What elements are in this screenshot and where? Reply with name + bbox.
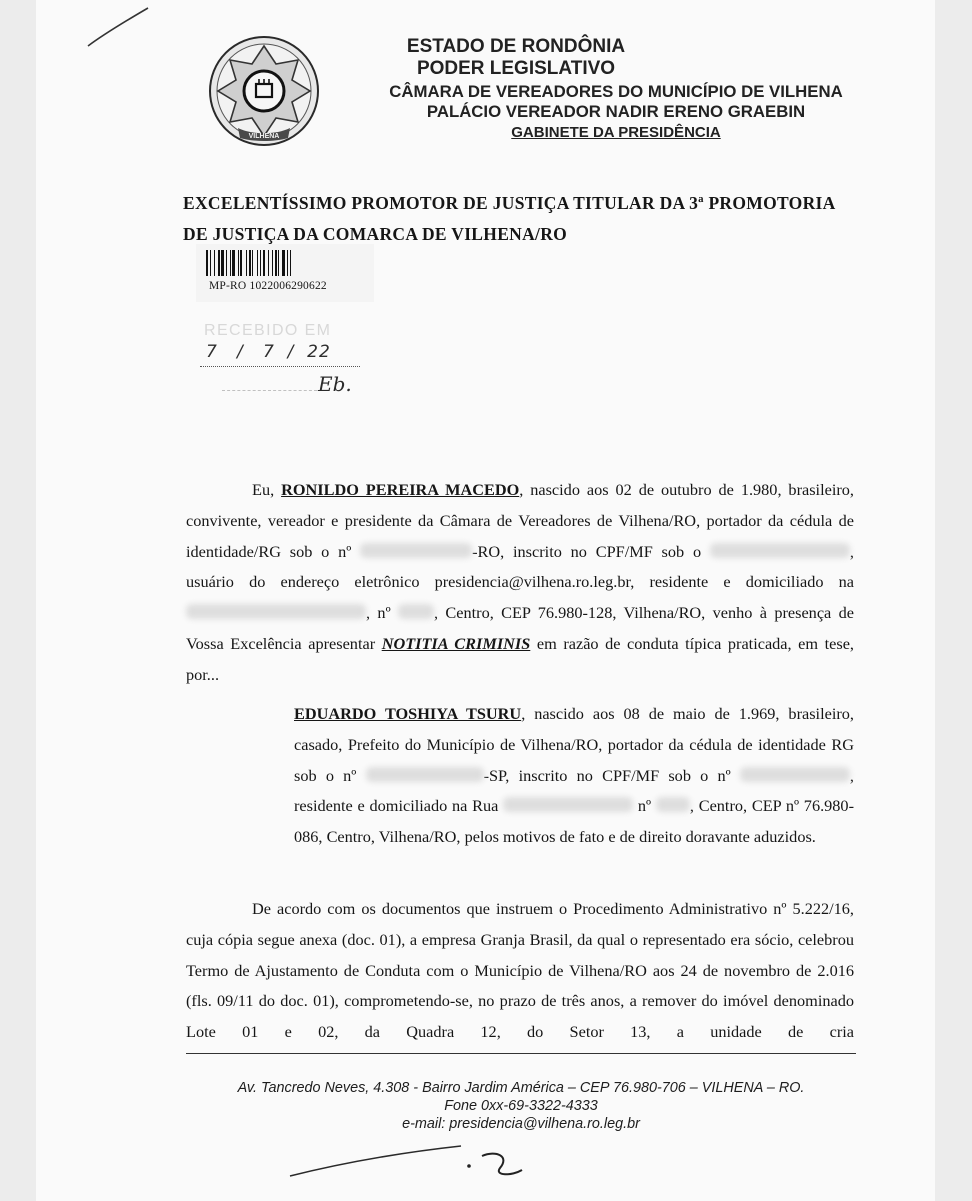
barcode-bar bbox=[282, 250, 285, 276]
header-power: PODER LEGISLATIVO bbox=[416, 58, 616, 79]
redacted-rg bbox=[360, 543, 472, 558]
redacted-accused-number bbox=[656, 797, 690, 812]
footer-phone: Fone 0xx-69-3322-4333 bbox=[444, 1098, 598, 1114]
stamp-initials: Eb. bbox=[318, 372, 352, 396]
p2-text-c: , residente e domiciliado na Rua bbox=[294, 765, 854, 816]
barcode-number: MP-RO 1022006290622 bbox=[209, 280, 327, 292]
received-day: 7 bbox=[206, 342, 218, 362]
p1-text-e: , Centro, CEP 76.980-128, Vilhena/RO, venho à presença de Vossa Excelência apresentar bbox=[186, 603, 854, 653]
barcode-bar bbox=[221, 250, 224, 276]
p3-text: De acordo com os documentos que instruem o Procedimento Administrativo nº 5.222/16, cuja cópia segue anexa (doc. 01), a empresa Granja Brasil, da qual o representado era sócio, celebrou Termo de Ajustamento de Conduta com o Município de Vilhena/RO aos 24 de novembro de 2.016 (fls. 09/11 do doc. 01), comprometendo-se, no prazo de três anos, a remover do imóvel denominado Lote 01 e 02, da Quadra 12, do Setor 13, a unidade de cria bbox=[186, 899, 854, 1042]
p1-text-d: , nº bbox=[366, 603, 398, 623]
p2-text-e: , Centro, CEP nº 76.980-086, Centro, Vilhena/RO, pelos motivos de fato e de direito doravante aduzidos. bbox=[294, 796, 854, 847]
received-label: RECEBIDO EM bbox=[204, 322, 332, 339]
barcode-bar bbox=[246, 250, 247, 276]
received-date: 7 / 7 / 22 bbox=[206, 342, 331, 362]
paragraph-complainant bbox=[186, 475, 854, 691]
p2-text-b: -SP, inscrito no CPF/MF sob o nº bbox=[483, 765, 740, 785]
barcode-bar bbox=[278, 250, 279, 276]
barcode-bar bbox=[232, 250, 235, 276]
footer-address: Av. Tancredo Neves, 4.308 - Bairro Jardim América – CEP 76.980-706 – VILHENA – RO. bbox=[237, 1080, 805, 1096]
redacted-accused-street bbox=[503, 797, 633, 812]
header-chamber: CÂMARA DE VEREADORES DO MUNICÍPIO DE VILHENA bbox=[389, 82, 843, 101]
redacted-number bbox=[398, 604, 434, 619]
barcode-bar bbox=[287, 250, 288, 276]
barcode-bar bbox=[275, 250, 277, 276]
p1-text-a: , nascido aos 02 de outubro de 1.980, brasileiro, convivente, vereador e presidente da Câmara de Vereadores de Vilhena/RO, portador da cédula de identidade/RG sob o nº bbox=[186, 480, 854, 561]
redacted-accused-cpf bbox=[740, 767, 850, 782]
header-palace: PALÁCIO VEREADOR NADIR ERENO GRAEBIN bbox=[426, 102, 806, 121]
p1-text-c: , usuário do endereço eletrônico presidencia@vilhena.ro.leg.br, residente e domiciliado na bbox=[186, 541, 854, 592]
barcode-bar bbox=[249, 250, 251, 276]
barcode-bar bbox=[290, 250, 291, 276]
document-page bbox=[36, 0, 935, 1201]
p2-text-a: , nascido aos 08 de maio de 1.969, brasileiro, casado, Prefeito do Município de Vilhena/RO, portador da cédula de identidade RG sob o nº bbox=[294, 704, 854, 785]
barcode-bar bbox=[252, 250, 253, 276]
received-month: 7 bbox=[262, 342, 275, 362]
paragraph-accused bbox=[294, 699, 854, 853]
p1-opening: Eu, bbox=[252, 480, 282, 499]
barcode-bar bbox=[268, 250, 269, 276]
redacted-accused-rg bbox=[366, 767, 484, 782]
protocol-label bbox=[196, 244, 374, 302]
paragraph-facts bbox=[186, 894, 854, 1048]
accused-name: EDUARDO TOSHIYA TSURU bbox=[294, 704, 522, 723]
p2-text-d: nº bbox=[633, 796, 656, 816]
barcode-bar bbox=[257, 250, 258, 276]
p1-text-f: em razão de conduta típica praticada, em tese, por... bbox=[186, 633, 855, 684]
barcode-bar bbox=[240, 250, 242, 276]
header-state: ESTADO DE RONDÔNIA bbox=[406, 36, 626, 57]
complainant-name: RONILDO PEREIRA MACEDO bbox=[281, 480, 520, 499]
barcode bbox=[206, 250, 356, 276]
barcode-bar bbox=[206, 250, 208, 276]
barcode-bar bbox=[238, 250, 239, 276]
signature-line bbox=[222, 390, 317, 391]
redacted-address bbox=[186, 604, 366, 619]
footer-rule bbox=[186, 1053, 856, 1054]
footer-email: e-mail: presidencia@vilhena.ro.leg.br bbox=[402, 1116, 640, 1132]
barcode-bar bbox=[218, 250, 220, 276]
header-cabinet: GABINETE DA PRESIDÊNCIA bbox=[511, 124, 721, 141]
addressee-line-2: DE JUSTIÇA DA COMARCA DE VILHENA/RO bbox=[183, 224, 568, 244]
barcode-bar bbox=[214, 250, 215, 276]
barcode-bar bbox=[210, 250, 211, 276]
barcode-bar bbox=[272, 250, 273, 276]
handwritten-initial-mark bbox=[286, 1134, 536, 1184]
barcode-bar bbox=[260, 250, 261, 276]
redacted-cpf bbox=[710, 543, 850, 558]
reception-stamp bbox=[200, 318, 390, 408]
received-year: 22 bbox=[307, 342, 331, 362]
p1-text-b: -RO, inscrito no CPF/MF sob o bbox=[472, 541, 710, 561]
notitia-criminis: NOTITIA CRIMINIS bbox=[381, 633, 531, 653]
barcode-bar bbox=[263, 250, 265, 276]
seal-label: VILHENA bbox=[248, 133, 280, 140]
barcode-bar bbox=[226, 250, 227, 276]
barcode-bar bbox=[230, 250, 231, 276]
addressee-line-1: EXCELENTÍSSIMO PROMOTOR DE JUSTIÇA TITULAR DA 3ª PROMOTORIA bbox=[183, 193, 836, 213]
pen-mark bbox=[84, 4, 154, 54]
date-line bbox=[200, 366, 360, 367]
